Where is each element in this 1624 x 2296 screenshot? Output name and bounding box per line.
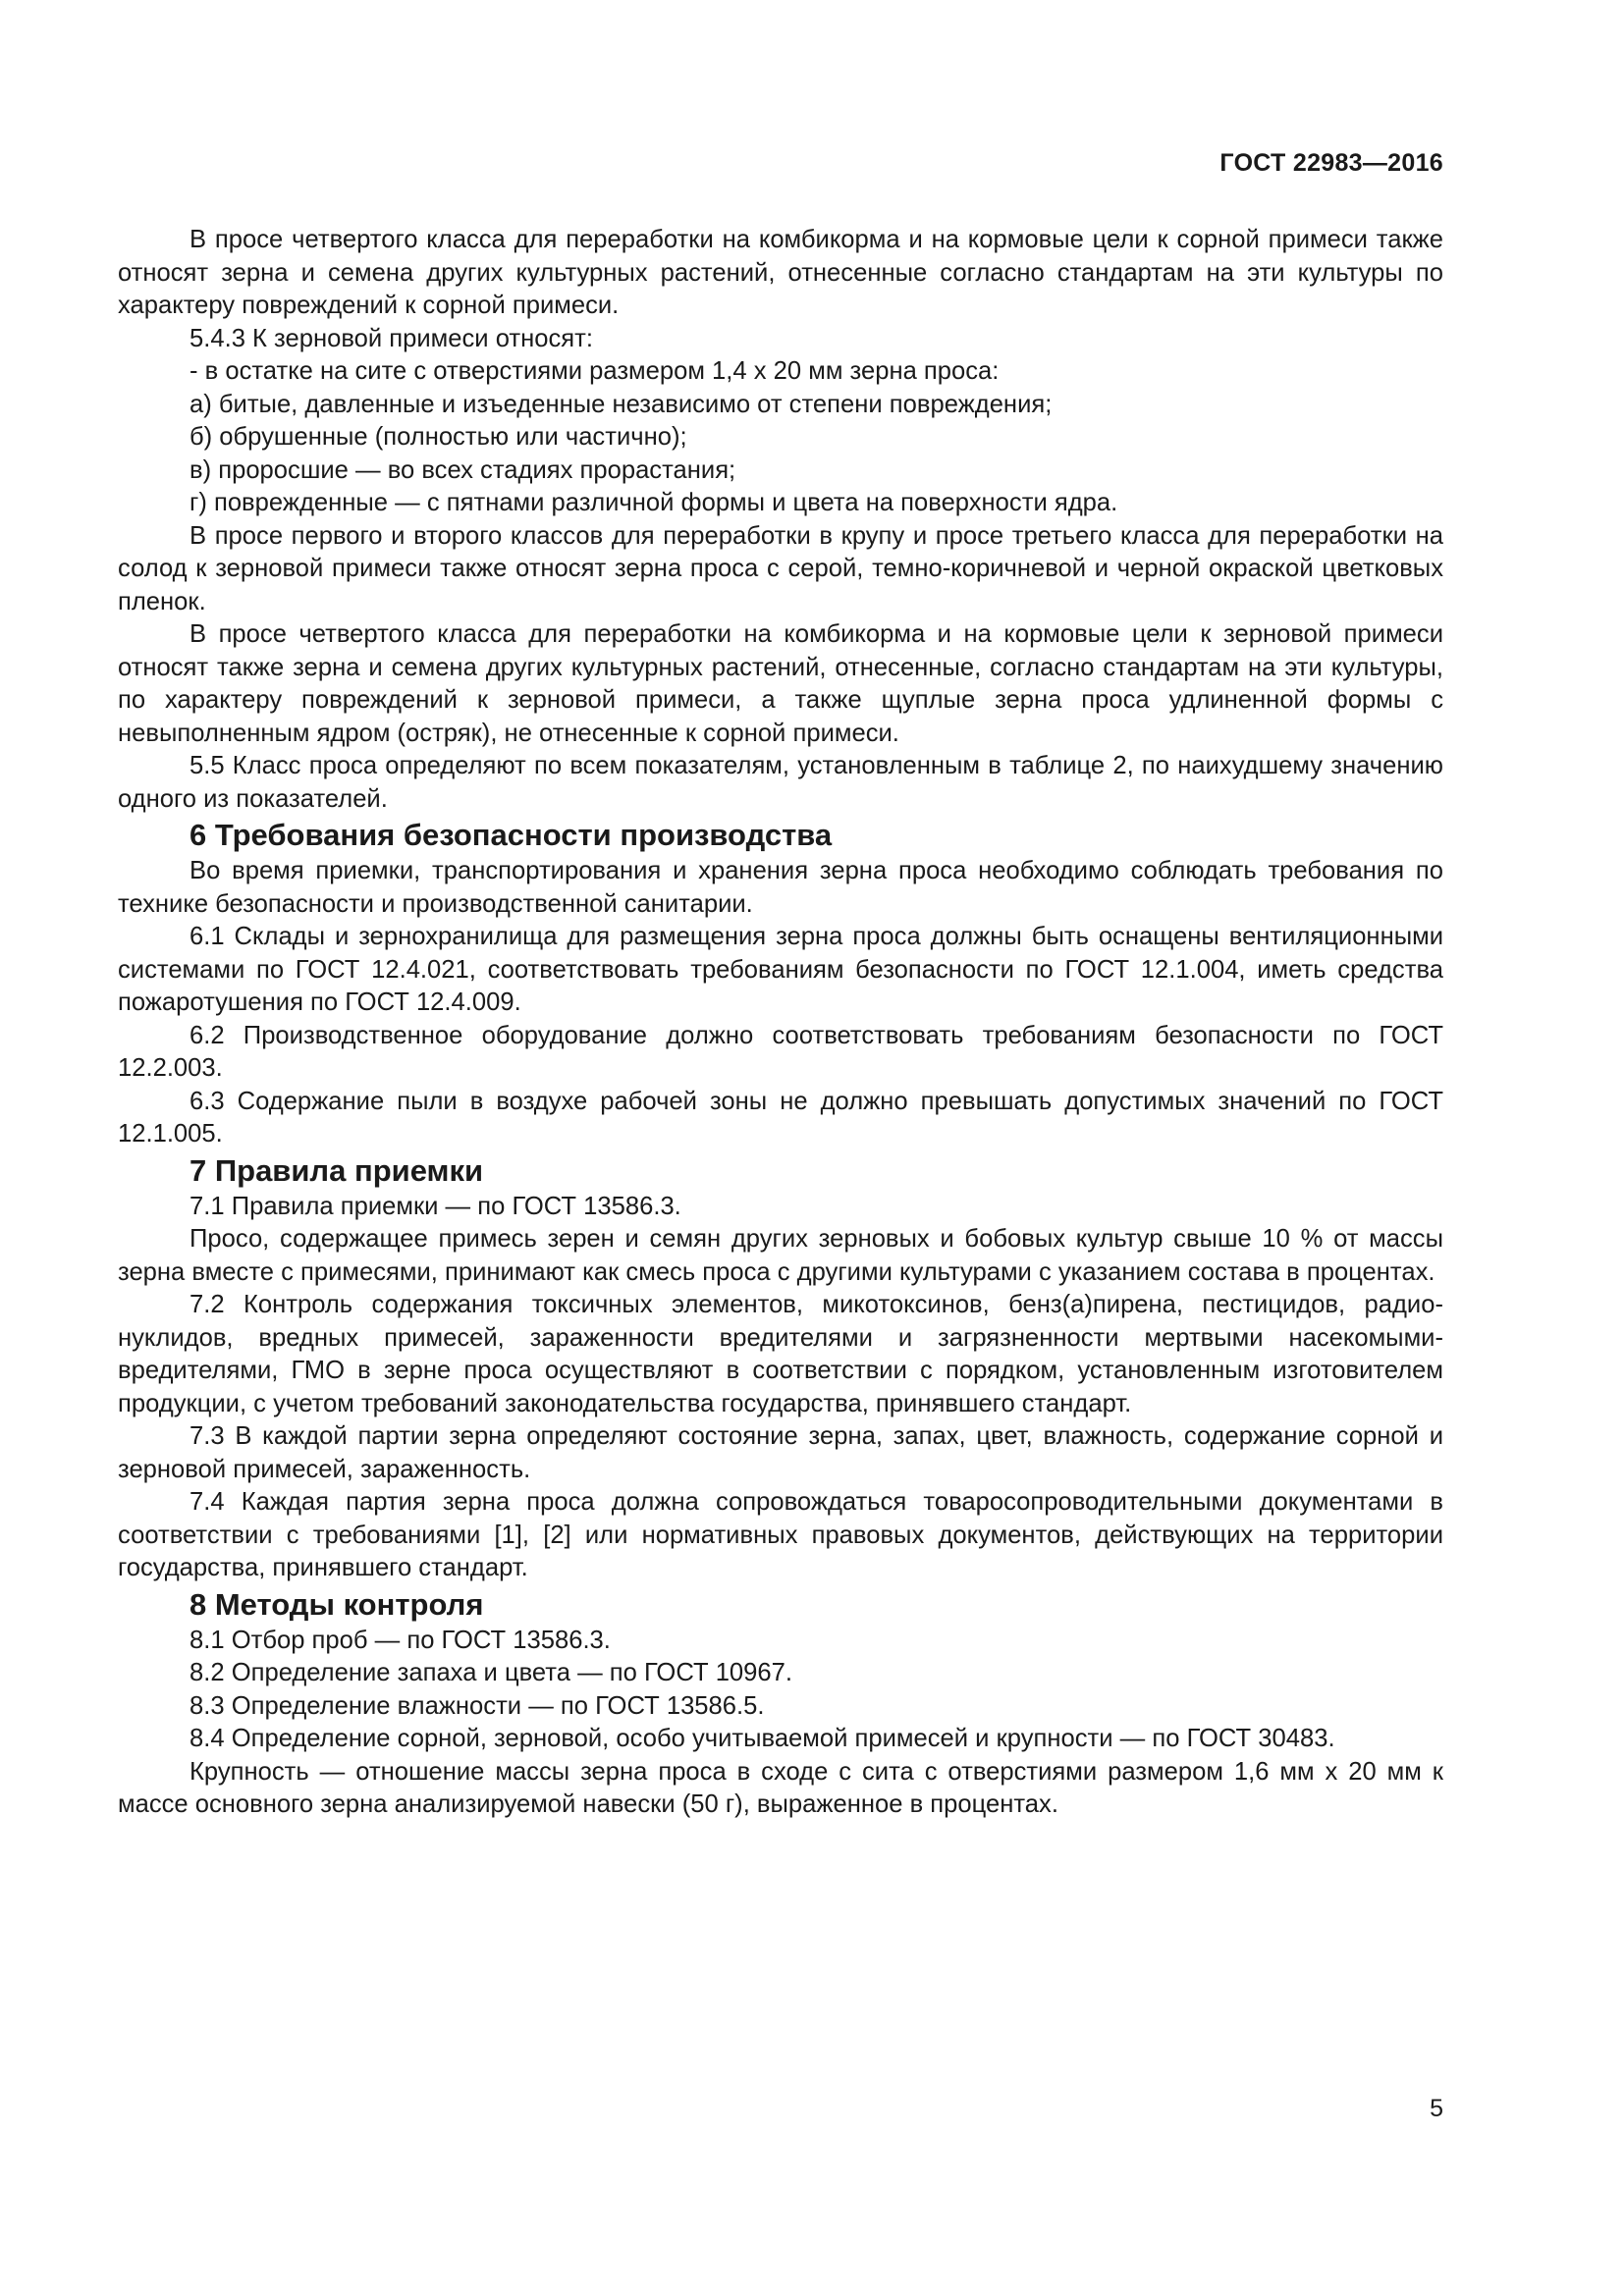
paragraph: 7.2 Контроль содержания токсичных элементов, микотоксинов, бенз(а)пирена, пестицидов, радионуклидов, вредных примесей, зараженности вредителями и загрязненности мертвыми насекомыми-вредителями, ГМО в зерне проса осуществляют в соответствии с порядком, установленным изготовителем продукции, с учетом требований законодательства государства, принявшего стандарт. — [118, 1291, 1443, 1417]
list-item: - в остатке на сите с отверстиями размером 1,4 х 20 мм зерна проса: — [189, 357, 1000, 385]
list-item: а) битые, давленные и изъеденные независимо от степени повреждения; — [189, 390, 1053, 418]
paragraph: 8.2 Определение запаха и цвета — по ГОСТ 10967. — [189, 1659, 792, 1686]
paragraph: Во время приемки, транспортирования и хранения зерна проса необходимо соблюдать требования по технике безопасности и производственной санитарии. — [118, 857, 1443, 918]
paragraph: Просо, содержащее примесь зерен и семян других зерновых и бобовых культур свыше 10 % от массы зерна вместе с примесями, принимают как смесь проса с другими культурами с указанием состава в процентах. — [118, 1225, 1443, 1286]
paragraph: 7.4 Каждая партия зерна проса должна сопровождаться товаросопроводительными документами в соответствии с требованиями [1], [2] или нормативных правовых документов, действующих на территории государства, принявшего стандарт. — [118, 1488, 1443, 1581]
paragraph: 8.3 Определение влажности — по ГОСТ 13586.5. — [189, 1691, 765, 1720]
page-number: 5 — [1430, 2095, 1443, 2122]
paragraph: В просе первого и второго классов для переработки в крупу и просе третьего класса для переработки на солод к зерновой примеси также относят зерна проса с серой, темно-коричневой и черной окраской цветковых пленок. — [118, 521, 1443, 615]
paragraph: 6.3 Содержание пыли в воздухе рабочей зоны не должно превышать допустимых значений по ГОСТ 12.1.005. — [118, 1087, 1443, 1148]
paragraph: 7.3 В каждой партии зерна определяют состояние зерна, запах, цвет, влажность, содержание сорной и зерновой примесей, зараженность. — [118, 1422, 1443, 1483]
section-heading-6: 6 Требования безопасности производства — [189, 818, 833, 852]
page-content — [118, 224, 1443, 1822]
paragraph: В просе четвертого класса для переработки на комбикорма и на кормовые цели к зерновой примеси относят также зерна и семена других культурных растений, отнесенные, согласно стандартам на эти культуры, по характеру повреждений к зерновой примеси, а также щуплые зерна проса удлиненной формы с невыполненным ядром (остряк), не отнесенные к сорной примеси. — [118, 620, 1443, 747]
paragraph: 8.1 Отбор проб — по ГОСТ 13586.3. — [189, 1626, 611, 1654]
paragraph: Крупность — отношение массы зерна проса в сходе с сита с отверстиями размером 1,6 мм х 20 мм к массе основного зерна анализируемой навески (50 г), выраженное в процентах. — [118, 1757, 1443, 1818]
paragraph: 8.4 Определение сорной, зерновой, особо учитываемой примесей и крупности — по ГОСТ 30483. — [189, 1725, 1335, 1752]
paragraph: 6.2 Производственное оборудование должно соответствовать требованиям безопасности по ГОСТ 12.2.003. — [118, 1021, 1443, 1082]
document-code-header: ГОСТ 22983—2016 — [1219, 149, 1443, 177]
paragraph: 6.1 Склады и зернохранилища для размещения зерна проса должны быть оснащены вентиляционными системами по ГОСТ 12.4.021, соответствовать требованиям безопасности по ГОСТ 12.1.004, иметь средства пожаротушения по ГОСТ 12.4.009. — [118, 923, 1443, 1016]
section-heading-8: 8 Методы контроля — [189, 1586, 484, 1622]
paragraph: 5.4.3 К зерновой примеси относят: — [189, 324, 593, 352]
paragraph: 5.5 Класс проса определяют по всем показателям, установленным в таблице 2, по наихудшему значению одного из показателей. — [118, 752, 1443, 813]
paragraph: 7.1 Правила приемки — по ГОСТ 13586.3. — [189, 1192, 681, 1220]
paragraph: В просе четвертого класса для переработки на комбикорма и на кормовые цели к сорной примеси также относят зерна и семена других культурных растений, отнесенные согласно стандартам на эти культуры по характеру повреждений к сорной примеси. — [118, 226, 1443, 319]
list-item: б) обрушенные (полностью или частично); — [189, 423, 687, 451]
list-item: г) поврежденные — с пятнами различной формы и цвета на поверхности ядра. — [189, 489, 1118, 516]
section-heading-7: 7 Правила приемки — [189, 1152, 484, 1188]
list-item: в) проросшие — во всех стадиях прорастания; — [189, 455, 736, 484]
